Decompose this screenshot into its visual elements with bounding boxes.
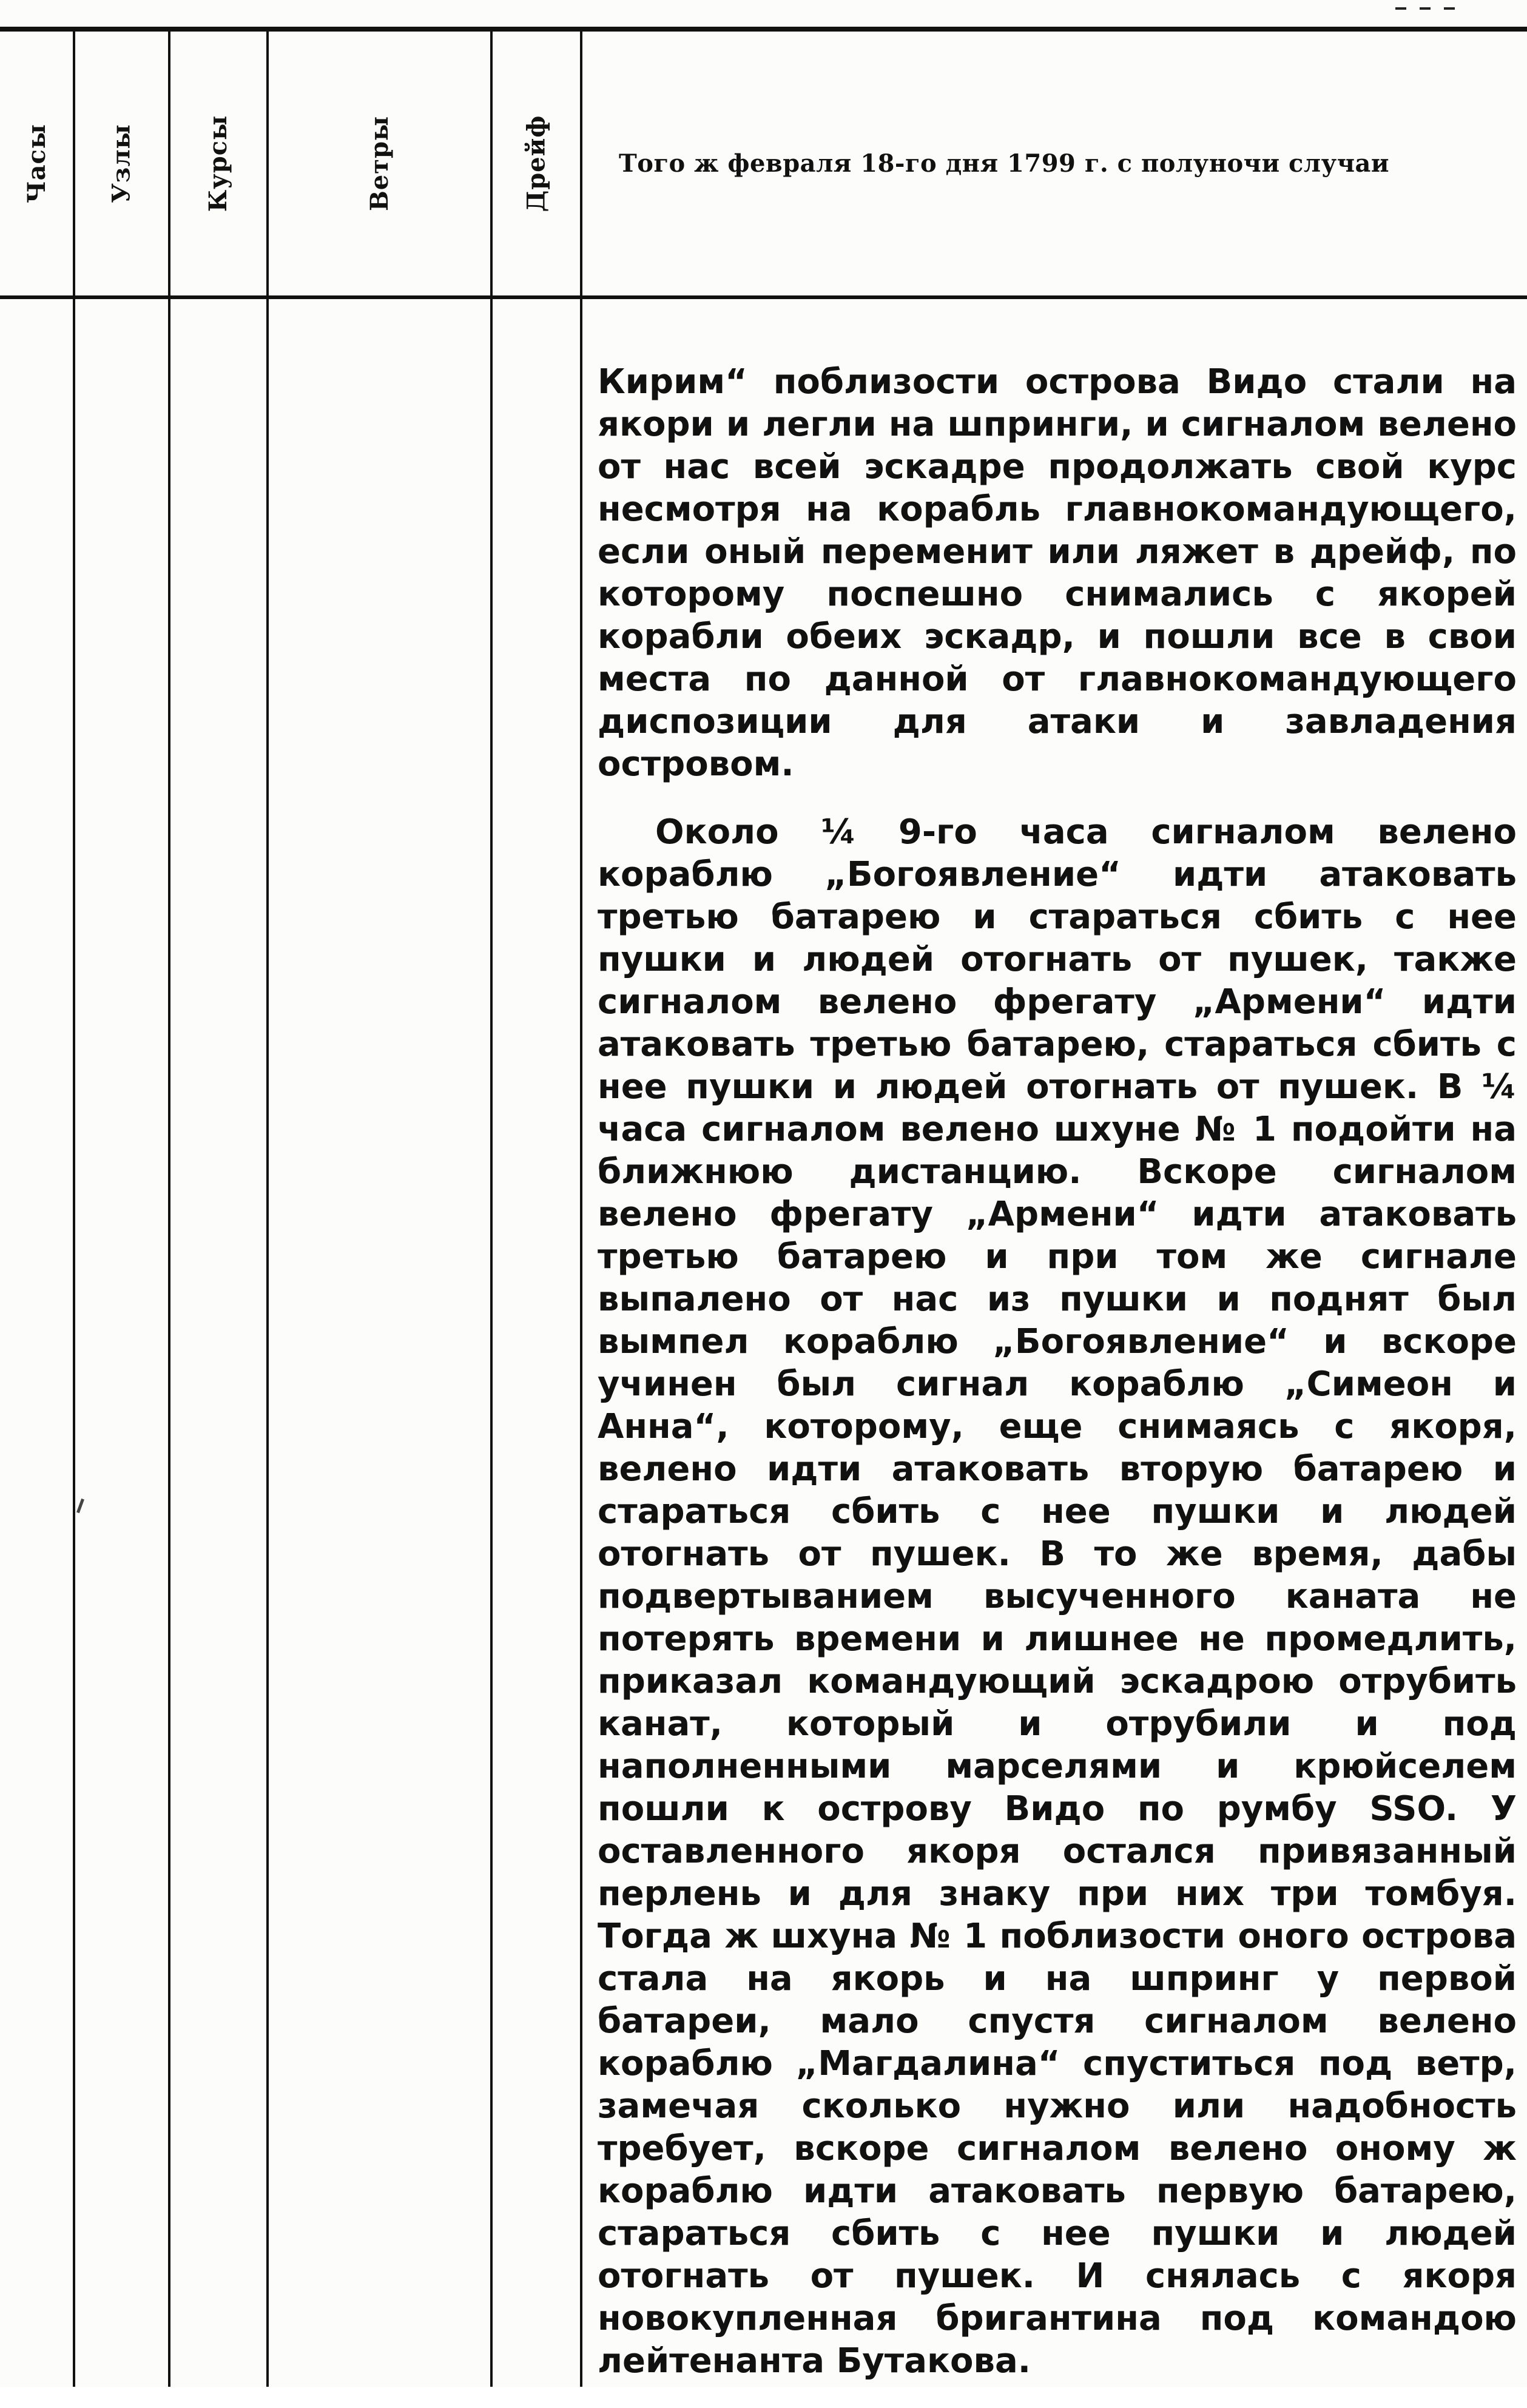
column-divider-5	[580, 32, 582, 2387]
column-header-courses	[170, 32, 266, 295]
column-header-knots	[75, 32, 168, 295]
cropped-page-header-fragment	[1395, 0, 1462, 17]
log-entry-body	[598, 361, 1517, 2408]
log-entry-heading: Того ж февраля 18-го дня 1799 г. с полуночи случаи	[619, 149, 1390, 178]
column-header-drift	[493, 32, 580, 295]
column-header-hours-text: Часы	[22, 124, 51, 203]
column-header-winds	[269, 32, 490, 295]
log-paragraph-2: Около ¼ 9-го часа сигналом велено кораблю „Богоявление“ идти атаковать третью батарею и стараться сбить с нее пушки и людей отогнать от пушек, также сигналом велено фрегату „Армени“ идти атаковать третью батарею, стараться сбить с нее пушки и людей отогнать от пушек. В ¼ часа сигналом велено шхуне № 1 подойти на ближнюю дистанцию. Вскоре сигналом велено фрегату „Армени“ идти атаковать третью батарею и при том же сигнале выпалено от нас из пушки и поднят был вымпел кораблю „Богоявление“ и вскоре учинен был сигнал кораблю „Симеон и Анна“, которому, еще снимаясь с якоря, велено идти атаковать вторую батарею и стараться сбить с нее пушки и людей отогнать от пушек. В то же время, дабы подвертыванием высученного каната не потерять времени и лишнее не промедлить, приказал командующий эскадрою отрубить канат, который и отрубили и под наполненными марселями и крюйселем пошли к острову Видо по румбу SSO. У оставленного якоря остался привязанный перлень и для знаку при них три томбуя. Тогда ж шхуна № 1 поблизости оного острова стала на якорь и на шпринг у первой батареи, мало спустя сигналом велено кораблю „Магдалина“ спуститься под ветр, замечая сколько нужно или надобность требует, вскоре сигналом велено оному ж кораблю идти атаковать первую батарею, стараться сбить с нее пушки и людей отогнать от пушек. И снялась с якоря новокупленная бригантина под командою лейтенанта Бутакова.	[598, 812, 1517, 2381]
column-header-winds-text: Ветры	[365, 115, 394, 212]
log-paragraph-1: Кирим“ поблизости острова Видо стали на якори и легли на шпринги, и сигналом велено от нас всей эскадре продолжать свой курс несмотря на корабль главнокомандующего, если оный переменит или ляжет в дрейф, по которому поспешно снимались с якорей корабли обеих эскадр, и пошли все в свои места по данной от главнокомандующего диспозиции для атаки и завладения островом.	[598, 362, 1517, 784]
column-divider-2	[168, 32, 170, 2387]
column-header-drift-text: Дрейф	[522, 115, 551, 212]
column-header-courses-text: Курсы	[204, 115, 233, 212]
column-divider-4	[490, 32, 493, 2387]
column-divider-3	[266, 32, 269, 2387]
stray-ink-mark	[76, 1499, 84, 1513]
table-header-rule	[0, 295, 1527, 299]
column-divider-1	[73, 32, 75, 2387]
column-header-knots-text: Узлы	[107, 124, 136, 203]
column-header-hours	[0, 32, 73, 295]
table-top-rule	[0, 27, 1527, 32]
